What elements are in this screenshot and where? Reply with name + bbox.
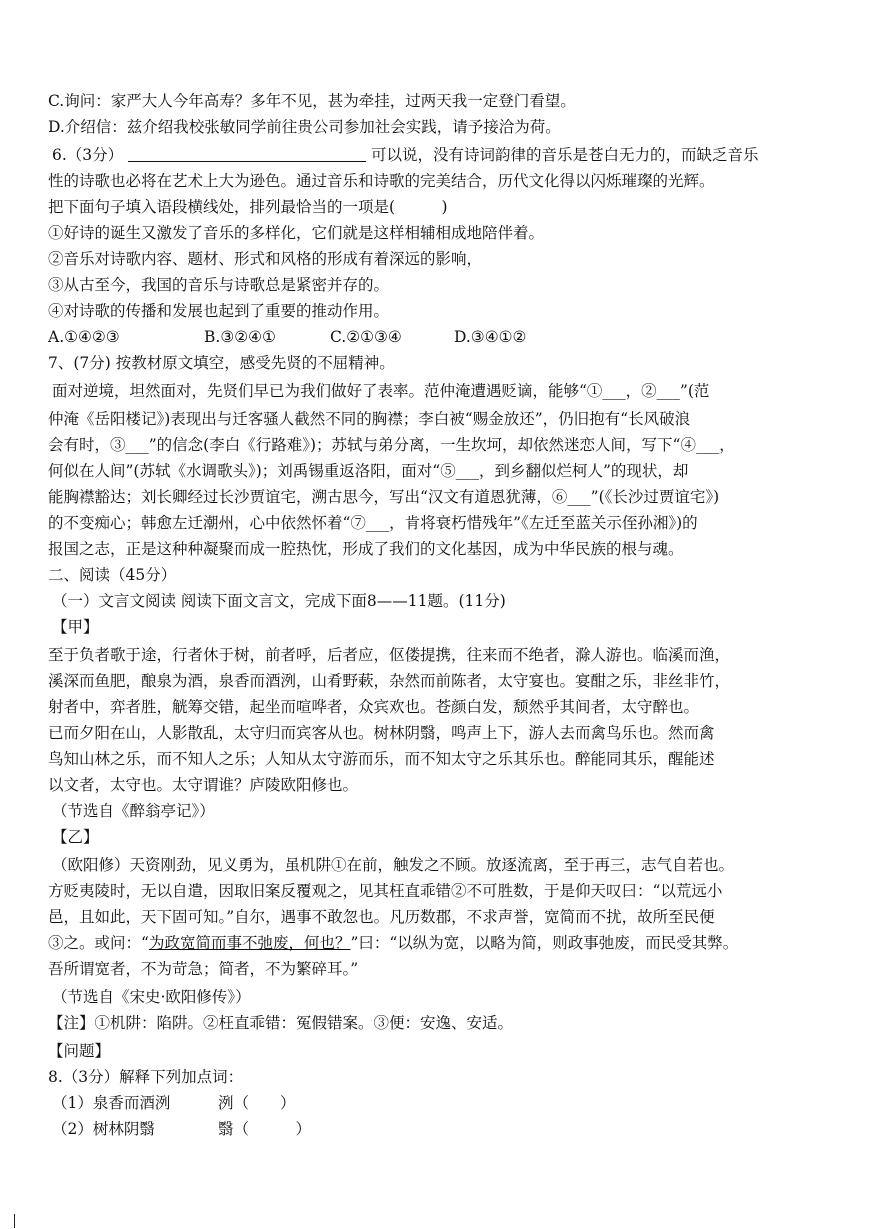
item-word: 洌（ ） — [218, 1094, 296, 1112]
option-a: A.①④②③ — [48, 328, 120, 346]
paragraph-line: 性的诗歌也必将在艺术上大为逊色。通过音乐和诗歌的完美结合，历代文化得以闪烁璀璨的光辉。 — [48, 172, 715, 190]
question-6-stem — [52, 144, 842, 166]
passage-b-label: 【乙】 — [52, 828, 99, 846]
passage-a-line: 以文者，太守也。太守谓谁？庐陵欧阳修也。 — [48, 776, 359, 794]
scan-edge-mark — [14, 1214, 15, 1228]
subsection-heading: （一）文言文阅读 阅读下面文言文，完成下面8——11题。(11分) — [52, 592, 506, 610]
passage-b-line — [48, 932, 838, 954]
passage-b-line: （欧阳修）天资刚劲，见义勇为，虽机阱①在前，触发之不顾。放逐流离，至于再三，志气自若也。 — [52, 856, 735, 874]
question-7-line: 的不变痴心；韩愈左迁潮州，心中依然怀着“⑦___，肯将衰朽惜残年”《左迁至蓝关示侄孙湘》)的 — [48, 514, 698, 532]
item-phrase: （2）树林阴翳 — [52, 1120, 155, 1138]
annotation-note: 【注】①机阱：陷阱。②枉直乖错：冤假错案。③便：安逸、安适。 — [48, 1014, 514, 1032]
question-7-line: 会有时，③___”的信念(李白《行路难》)；苏轼与弟分离，一生坎坷，却依然迷恋人间，写下“④___， — [48, 436, 735, 454]
sentence-1: ①好诗的诞生又激发了音乐的多样化，它们就是这样相辅相成地陪伴着。 — [48, 224, 545, 242]
passage-a-line: 射者中，弈者胜，觥筹交错，起坐而喧哗者，众宾欢也。苍颜白发，颓然乎其间者，太守醉也。 — [48, 698, 700, 716]
question-8-stem: 8.（3分）解释下列加点词： — [48, 1068, 244, 1086]
passage-a-source: （节选自《醉翁亭记》） — [52, 802, 215, 820]
sentence-4: ④对诗歌的传播和发展也起到了重要的推动作用。 — [48, 302, 390, 320]
passage-a-line: 至于负者歌于途，行者休于树，前者呼，后者应，伛偻提携，往来而不绝者，滁人游也。临溪而渔， — [48, 646, 731, 664]
sentence-2: ②音乐对诗歌内容、题材、形式和风格的形成有着深远的影响， — [48, 250, 483, 268]
answer-options — [48, 326, 838, 348]
option-b: B.③②④① — [204, 328, 276, 346]
sentence-3: ③从古至今，我国的音乐与诗歌总是紧密并存的。 — [48, 276, 390, 294]
question-8-item-2 — [52, 1118, 842, 1140]
passage-a-label: 【甲】 — [52, 618, 99, 636]
answer-blank — [128, 147, 366, 162]
question-7-line: 能胸襟豁达；刘长卿经过长沙贾谊宅，溯古思今，写出“汉文有道恩犹薄，⑥___”(《长沙过贾谊宅》) — [48, 488, 720, 506]
passage-text: ”曰：“以纵为宽，以略为简，则政事弛废，而民受其弊。 — [350, 934, 739, 952]
item-phrase: （1）泉香而酒洌 — [52, 1094, 171, 1112]
question-6-number: 6.（3分） — [52, 146, 124, 164]
question-7-line: 报国之志，正是这种种凝聚而成一腔热忱，形成了我们的文化基因，成为中华民族的根与魂。 — [48, 540, 684, 558]
question-7-line: 何似在人间”(苏轼《水调歌头》)；刘禹锡重返洛阳，面对“⑤___，到乡翻似烂柯人”的现状，却 — [48, 462, 689, 480]
question-7-line: 面对逆境，坦然面对，先贤们早已为我们做好了表率。范仲淹遭遇贬谪，能够“①___，②___”(范 — [52, 382, 710, 400]
passage-a-line: 鸟知山林之乐，而不知人之乐；人知从太守游而乐，而不知太守之乐其乐也。醉能同其乐，醒能述 — [48, 750, 715, 768]
passage-b-line: 方贬夷陵时，无以自遣，因取旧案反覆观之，见其枉直乖错②不可胜数，于是仰天叹曰：“以荒远小 — [48, 882, 723, 900]
section-heading: 二、阅读（45分） — [48, 566, 177, 584]
option-d: D.③④①② — [454, 328, 527, 346]
passage-b-line: 邑，且如此，天下固可知。”自尔，遇事不敢忽也。凡历数郡，不求声誉，宽简而不扰，故所至民便 — [48, 908, 715, 926]
passage-a-line: 已而夕阳在山，人影散乱，太守归而宾客从也。树林阴翳，鸣声上下，游人去而禽鸟乐也。然而禽 — [48, 724, 715, 742]
question-8-item-1 — [52, 1092, 842, 1114]
question-6-text: 可以说，没有诗词韵律的音乐是苍白无力的，而缺乏音乐 — [371, 146, 759, 164]
passage-b-line: 吾所谓宽者，不为苛急；简者，不为繁碎耳。” — [48, 960, 359, 978]
passage-b-source: （节选自《宋史·欧阳修传》） — [52, 988, 251, 1006]
question-7-stem: 7、(7分) 按教材原文填空，感受先贤的不屈精神。 — [48, 354, 395, 372]
underlined-sentence: 为政宽简而事不弛废，何也？ — [148, 934, 351, 952]
question-7-line: 仲淹《岳阳楼记》)表现出与迁客骚人截然不同的胸襟；李白被“赐金放还”，仍旧抱有“长风破浪 — [48, 410, 691, 428]
option-c: C.②①③④ — [330, 328, 402, 346]
passage-a-line: 溪深而鱼肥，酿泉为酒，泉香而酒洌，山肴野蔌，杂然而前陈者，太守宴也。宴酣之乐，非丝非竹， — [48, 672, 731, 690]
item-word: 翳（ ） — [218, 1120, 312, 1138]
option-d-line: D.介绍信：兹介绍我校张敏同学前往贵公司参加社会实践，请予接洽为荷。 — [48, 118, 561, 136]
question-instruction: 把下面句子填入语段横线处，排列最恰当的一项是( ) — [48, 198, 448, 216]
passage-text: ③之。或问：“ — [48, 934, 149, 952]
questions-label: 【问题】 — [48, 1042, 111, 1060]
option-c-line: C.询问：家严大人今年高寿？多年不见，甚为牵挂，过两天我一定登门看望。 — [48, 92, 576, 110]
